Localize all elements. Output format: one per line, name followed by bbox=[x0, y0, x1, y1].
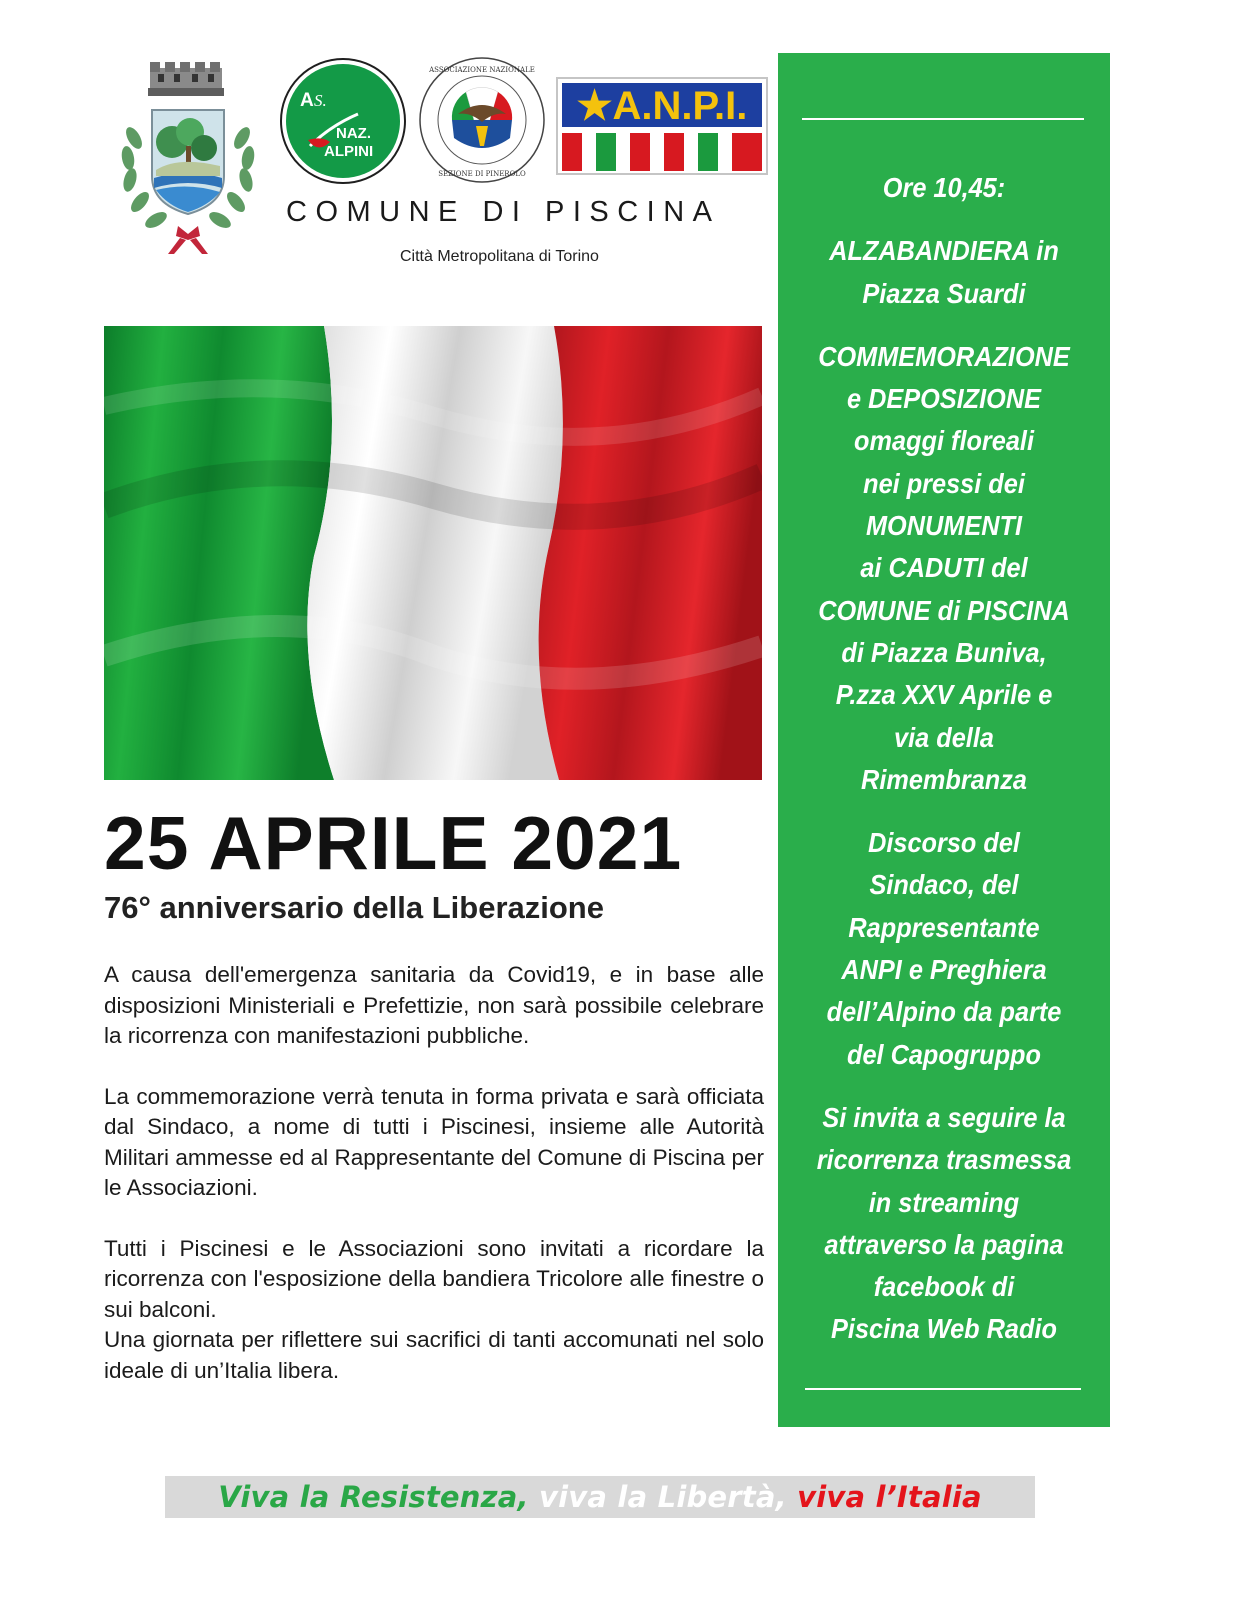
program-line: Sindaco, del bbox=[869, 869, 1019, 901]
program-sidebar bbox=[778, 53, 1110, 1427]
program-line: ricorrenza trasmessa bbox=[816, 1144, 1072, 1176]
paragraph-4: Una giornata per riflettere sui sacrifici di tanti accomunati nel solo ideale di un’Italia libera. bbox=[104, 1327, 764, 1383]
program-line: Discorso del bbox=[868, 827, 1020, 859]
program-line: ai CADUTI del bbox=[860, 552, 1028, 584]
program-line: ANPI e Preghiera bbox=[841, 954, 1047, 986]
event-subheadline: 76° anniversario della Liberazione bbox=[104, 890, 604, 925]
footer-slogan bbox=[165, 1476, 1035, 1518]
program-line: COMUNE di PISCINA bbox=[818, 594, 1070, 626]
paragraph-3: Tutti i Piscinesi e le Associazioni sono invitati a ricordare la ricorrenza con l'esposizione della bandiera Tricolore alle finestre o sui balconi. bbox=[104, 1235, 764, 1322]
program-line: nei pressi dei bbox=[863, 467, 1025, 499]
program-line: di Piazza Buniva, bbox=[841, 636, 1047, 668]
program-line: in streaming bbox=[868, 1186, 1020, 1218]
program-line: omaggi floreali bbox=[854, 425, 1034, 457]
mural-crown-icon bbox=[148, 62, 224, 96]
ana-alpini-logo bbox=[278, 56, 408, 186]
sidebar-bottom-divider bbox=[805, 1388, 1081, 1390]
paragraph-2: La commemorazione verrà tenuta in forma privata e sarà officiata dal Sindaco, a nome di tutti i Piscinesi, insieme alle Autorità Militari ammesse ed al Rappresentante del Comune di Piscina per le Associazioni. bbox=[104, 1083, 764, 1200]
program-line: Piscina Web Radio bbox=[831, 1313, 1057, 1345]
program-line: facebook di bbox=[873, 1271, 1015, 1303]
program-speeches bbox=[791, 822, 1096, 1076]
anpi-logo-text: ★A.N.P.I. bbox=[576, 84, 748, 128]
svg-text:A: A bbox=[300, 90, 314, 111]
program-line: Piazza Suardi bbox=[862, 277, 1026, 309]
svg-text:SEZIONE DI PINEROLO: SEZIONE DI PINEROLO bbox=[438, 170, 526, 178]
svg-text:ALPINI: ALPINI bbox=[324, 143, 374, 160]
event-headline: 25 APRILE 2021 bbox=[104, 801, 683, 885]
slogan-liberta: viva la Libertà, bbox=[528, 1480, 787, 1514]
program-line: ALZABANDIERA in bbox=[829, 235, 1059, 267]
program-line: Rimembranza bbox=[861, 763, 1027, 795]
sidebar-top-divider bbox=[802, 118, 1084, 120]
italian-flag-image bbox=[104, 326, 762, 780]
program-line: dell’Alpino da parte bbox=[826, 996, 1062, 1028]
program-line: Rappresentante bbox=[848, 911, 1040, 943]
sezione-pinerolo-logo bbox=[418, 56, 546, 184]
municipal-coat-of-arms bbox=[108, 58, 268, 258]
svg-text:NAZ.: NAZ. bbox=[336, 125, 371, 142]
program-commemoration bbox=[791, 336, 1096, 801]
paragraph-1: A causa dell'emergenza sanitaria da Covid19, e in base alle disposizioni Ministeriali e Prefettizie, non sarà possibile celebrare la ricorrenza con manifestazioni pubbliche. bbox=[104, 962, 764, 1048]
program-schedule bbox=[791, 167, 1096, 1372]
svg-text:S.: S. bbox=[314, 91, 327, 110]
program-time: Ore 10,45: bbox=[882, 172, 1006, 203]
municipality-title: COMUNE DI PISCINA bbox=[286, 196, 721, 228]
program-line: Si invita a seguire la bbox=[822, 1101, 1066, 1133]
slogan-italia: viva l’Italia bbox=[786, 1480, 982, 1514]
program-line: P.zza XXV Aprile e bbox=[835, 679, 1053, 711]
slogan-resistenza: Viva la Resistenza, bbox=[218, 1480, 529, 1514]
municipality-subtitle: Città Metropolitana di Torino bbox=[400, 248, 599, 265]
program-line: MONUMENTI bbox=[865, 510, 1022, 542]
program-flag-raising bbox=[791, 230, 1096, 315]
program-line: COMMEMORAZIONE bbox=[818, 340, 1070, 372]
body-text bbox=[104, 960, 764, 1416]
program-line: attraverso la pagina bbox=[824, 1228, 1064, 1260]
program-line: del Capogruppo bbox=[847, 1038, 1041, 1070]
anpi-logo bbox=[556, 77, 768, 175]
program-line: e DEPOSIZIONE bbox=[846, 383, 1042, 415]
program-streaming bbox=[791, 1097, 1096, 1351]
program-line: via della bbox=[894, 721, 994, 753]
svg-text:ASSOCIAZIONE NAZIONALE: ASSOCIAZIONE NAZIONALE bbox=[429, 66, 535, 74]
